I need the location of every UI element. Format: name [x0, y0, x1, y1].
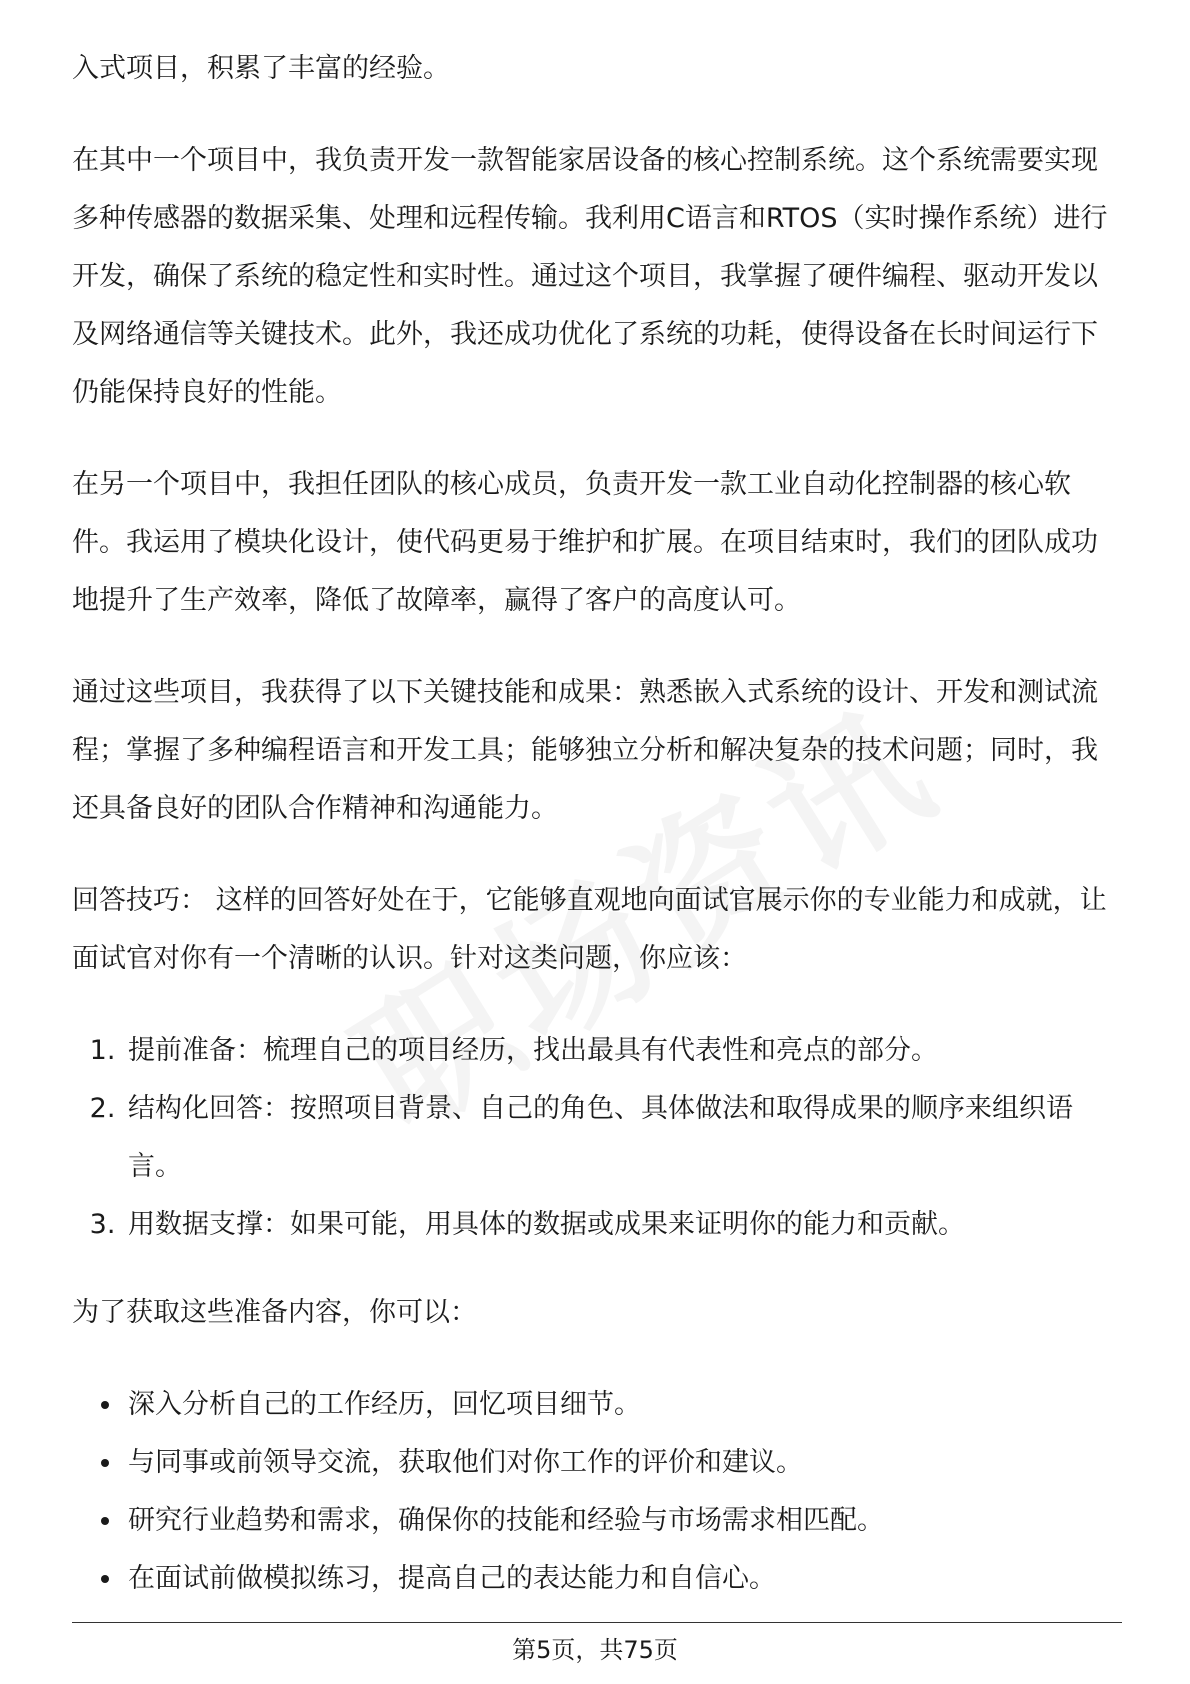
list-item: • 在面试前做模拟练习，提高自己的表达能力和自信心。: [124, 1550, 1122, 1608]
paragraph-industrial-project: 在另一个项目中，我担任团队的核心成员，负责开发一款工业自动化控制器的核心软件。我运用了模块化设计，使代码更易于维护和扩展。在项目结束时，我们的团队成功地提升了生产效率，降低了故障率，赢得了客户的高度认可。: [72, 469, 1098, 616]
tips-numbered-list: [72, 1022, 1122, 1254]
document-body: [72, 40, 1122, 1608]
paragraph-preparation-intro: 为了获取这些准备内容，你可以：: [72, 1297, 477, 1328]
paragraph-continued: 入式项目，积累了丰富的经验。: [72, 53, 450, 84]
list-item: • 深入分析自己的工作经历，回忆项目细节。: [124, 1376, 1122, 1434]
footer-divider: [72, 1622, 1122, 1623]
list-item: 2. 结构化回答：按照项目背景、自己的角色、具体做法和取得成果的顺序来组织语言。: [124, 1080, 1122, 1196]
list-item: • 研究行业趋势和需求，确保你的技能和经验与市场需求相匹配。: [124, 1492, 1122, 1550]
paragraph-smart-home-project: 在其中一个项目中，我负责开发一款智能家居设备的核心控制系统。这个系统需要实现多种传感器的数据采集、处理和远程传输。我利用C语言和RTOS（实时操作系统）进行开发，确保了系统的稳定性和实时性。通过这个项目，我掌握了硬件编程、驱动开发以及网络通信等关键技术。此外，我还成功优化了系统的功耗，使得设备在长时间运行下仍能保持良好的性能。: [72, 145, 1108, 408]
paragraph-skills-summary: 通过这些项目，我获得了以下关键技能和成果：熟悉嵌入式系统的设计、开发和测试流程；掌握了多种编程语言和开发工具；能够独立分析和解决复杂的技术问题；同时，我还具备良好的团队合作精神和沟通能力。: [72, 677, 1098, 824]
list-item: 3. 用数据支撑：如果可能，用具体的数据或成果来证明你的能力和贡献。: [124, 1196, 1122, 1254]
paragraph-answer-tips: 回答技巧： 这样的回答好处在于，它能够直观地向面试官展示你的专业能力和成就，让面试官对你有一个清晰的认识。针对这类问题，你应该：: [72, 885, 1107, 974]
list-item: 1. 提前准备：梳理自己的项目经历，找出最具有代表性和亮点的部分。: [124, 1022, 1122, 1080]
preparation-bullet-list: [72, 1376, 1122, 1608]
page-number: 第5页，共75页: [512, 1636, 678, 1664]
list-item: • 与同事或前领导交流，获取他们对你工作的评价和建议。: [124, 1434, 1122, 1492]
